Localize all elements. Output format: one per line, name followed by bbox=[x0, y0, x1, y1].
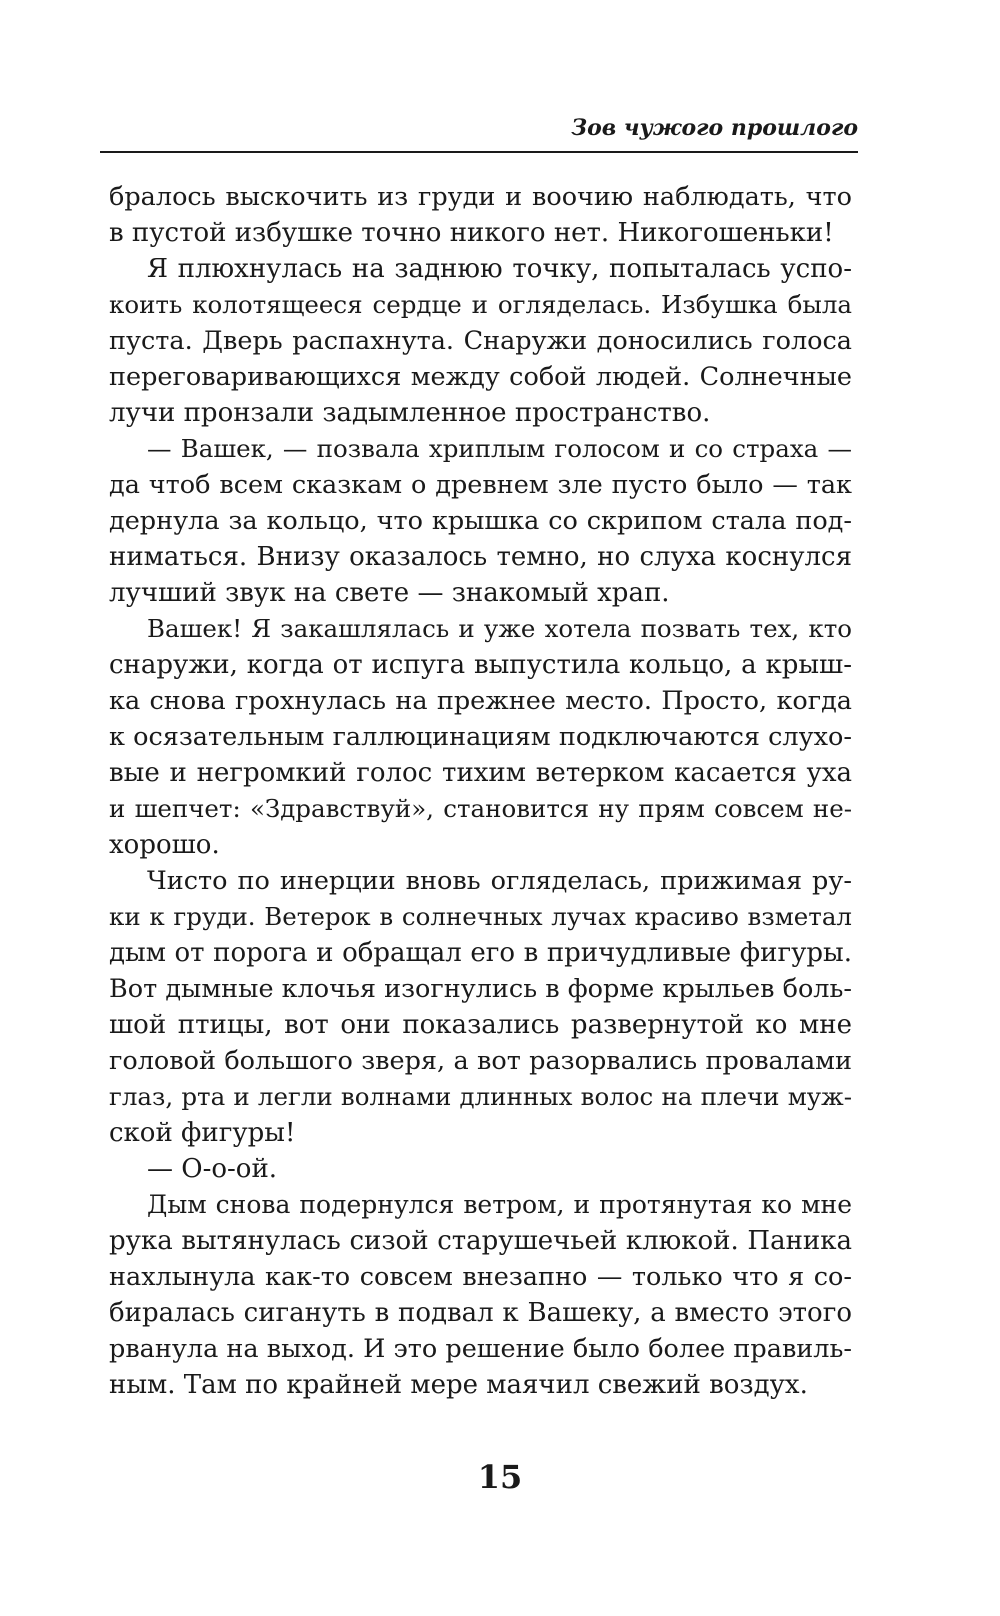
text-line: биралась сигануть в подвал к Вашеку, а вместо этого bbox=[109, 1298, 852, 1328]
text-line: ской фигуры! bbox=[109, 1118, 296, 1148]
text-line: коить колотящееся сердце и огляделась. Избушка была bbox=[109, 290, 852, 319]
text-line: ниматься. Внизу оказалось темно, но слуха коснулся bbox=[109, 542, 852, 572]
text-line: шой птицы, вот они показались развернутой ко мне bbox=[109, 1010, 852, 1040]
text-line: Вашек! Я закашлялась и уже хотела позвать тех, кто bbox=[147, 614, 852, 643]
text-line: головой большого зверя, а вот разорвались провалами bbox=[109, 1046, 852, 1076]
text-line: нахлынула как-то совсем внезапно — только что я со- bbox=[109, 1262, 852, 1292]
text-line: и шепчет: «Здравствуй», становится ну прям совсем не- bbox=[109, 794, 852, 823]
text-line: ки к груди. Ветерок в солнечных лучах красиво взметал bbox=[109, 902, 852, 931]
running-title: Зов чужого прошлого bbox=[571, 115, 858, 141]
text-line: ка снова грохнулась на прежнее место. Просто, когда bbox=[109, 686, 852, 716]
text-line: пуста. Дверь распахнута. Снаружи доносились голоса bbox=[109, 326, 852, 356]
text-line: снаружи, когда от испуга выпустила кольцо, а крыш- bbox=[109, 650, 852, 680]
text-line: глаз, рта и легли волнами длинных волос на плечи муж- bbox=[109, 1082, 852, 1111]
text-line: хорошо. bbox=[109, 830, 220, 860]
text-line: Вот дымные клочья изогнулись в форме крыльев боль- bbox=[109, 974, 852, 1004]
text-line: рванула на выход. И это решение было более правиль- bbox=[109, 1334, 852, 1364]
text-line: лучи пронзали задымленное пространство. bbox=[109, 398, 711, 428]
text-line: — Вашек, — позвала хриплым голосом и со страха — bbox=[147, 434, 852, 463]
text-line: рука вытянулась сизой старушечьей клюкой. Паника bbox=[109, 1226, 852, 1256]
page-number: 15 bbox=[477, 1458, 523, 1496]
text-line: да чтоб всем сказкам о древнем зле пусто было — так bbox=[109, 470, 852, 500]
text-line: к осязательным галлюцинациям подключаются слухо- bbox=[109, 722, 852, 752]
text-line: бралось выскочить из груди и воочию наблюдать, что bbox=[109, 182, 852, 212]
text-line: Дым снова подернулся ветром, и протянутая ко мне bbox=[147, 1190, 852, 1219]
text-line: ным. Там по крайней мере маячил свежий воздух. bbox=[109, 1370, 808, 1400]
text-line: дернула за кольцо, что крышка со скрипом стала под- bbox=[109, 506, 852, 536]
text-line: вые и негромкий голос тихим ветерком касается уха bbox=[109, 758, 852, 788]
text-line: в пустой избушке точно никого нет. Никогошеньки! bbox=[109, 218, 834, 248]
text-line: — О-о-ой. bbox=[147, 1154, 278, 1184]
text-line: Чисто по инерции вновь огляделась, прижимая ру- bbox=[147, 866, 852, 896]
header-rule bbox=[100, 151, 858, 153]
text-line: Я плюхнулась на заднюю точку, попыталась успо- bbox=[147, 254, 852, 284]
text-line: дым от порога и обращал его в причудливые фигуры. bbox=[109, 938, 852, 968]
text-line: лучший звук на свете — знакомый храп. bbox=[109, 578, 670, 608]
text-line: переговаривающихся между собой людей. Солнечные bbox=[109, 362, 852, 392]
